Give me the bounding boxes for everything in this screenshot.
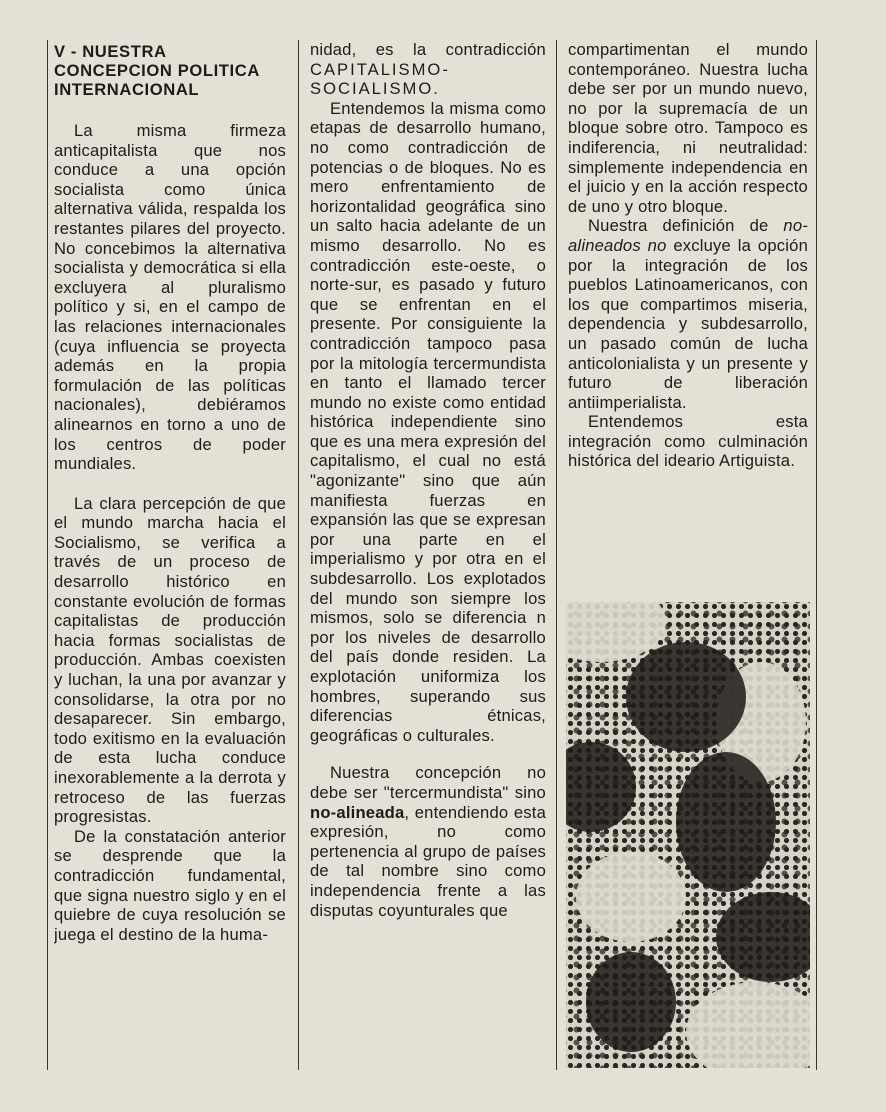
col3-paragraph-3: Entendemos esta integración como culminación histórica del ideario Artiguista. (568, 412, 808, 471)
col1-paragraph-3: De la constatación anterior se desprende que la contradicción fundamental, que signa nuestro siglo y en el quiebre de cuya resolución se juega el destino de la huma- (54, 826, 286, 944)
photo-shadow (716, 892, 810, 982)
col3-p2-italic: no-alineados no (568, 216, 808, 255)
col2-paragraph-3 (310, 763, 546, 920)
col1-paragraph-2: La clara percepción de que el mundo marcha hacia el Socialismo, se verifica a través de un proceso de desarrollo histórico en constante evolución de formas capitalistas de producción hacia formas socialistas de producción. Ambas coexisten y luchan, la una por avanzar y consolidarse, la otra por no desaparecer. Sin embargo, todo exitismo en la evaluación de esta lucha conduce inexorablemente a la derrota y retroceso de las fuerzas progresistas. (54, 493, 286, 827)
col3-p2-text-a: Nuestra definición de (588, 216, 784, 236)
col2-p3-text-a: Nuestra concepción no debe ser "tercermundista" sino (310, 763, 546, 802)
column-rule-right (816, 40, 817, 1070)
photo-shadow (586, 952, 676, 1052)
column-rule-1 (298, 40, 299, 1070)
section-heading: V - NUESTRA CONCEPCION POLITICA INTERNACIONAL (54, 42, 260, 99)
column-rule-2 (556, 40, 557, 1070)
col2-paragraph-2: Entendemos la misma como etapas de desarrollo humano, no como contradicción de potencias o de bloques. No es mero enfrentamiento de horizontalidad geográfica sino un salto hacia adelante de un mismo desarrollo. No es contradicción este-oeste, o norte-sur, es pasado y futuro que se enfrentan en el presente. Por consiguiente la contradicción tampoco pasa por la mitología tercermundista en tanto el llamado tercer mundo no existe como entidad histórica independiente sino que es una mera expresión del capitalismo, el cual no está "agonizante" sino que aún manifiesta fuerzas en expansión las que se expresan por una parte en el imperialismo y por otra en el subdesarrollo. Los explotados del mundo son siempre los mismos, solo se diferencia n por los niveles de desarrollo del país donde residen. La explotación uniformiza los hombres, superando sus diferencias étnicas, geográficas o culturales. (310, 98, 546, 745)
col2-p1-emphasis: CAPITALISMO-SOCIALISMO. (310, 59, 450, 99)
col2-p3-bold: no-alineada (310, 802, 405, 822)
col3-paragraph-1: compartimentan el mundo contemporáneo. Nuestra lucha debe ser por un mundo nuevo, no por la supremacía de un bloque sobre otro. Tampoco es indiferencia, ni neutralidad: simplemente independencia en el juicio y en la acción respecto de uno y otro bloque. (568, 40, 808, 216)
photo-shadow (626, 642, 746, 752)
halftone-photo (566, 602, 810, 1068)
photo-shadow (676, 752, 776, 892)
col1-paragraph-1: La misma firmeza anticapitalista que nos conduce a una opción socialista como única alternativa válida, respalda los restantes pilares del proyecto. No concebimos la alternativa socialista y democrática si ella excluyera al pluralismo político y si, en el campo de las relaciones internacionales (cuya influencia se proyecta además en la propia formulación de las políticas nacionales), debiéramos alinearnos en torno a uno de los centros de poder mundiales. (54, 121, 286, 474)
col2-p3-text-c: , entendiendo esta expresión, no como pertenencia al grupo de países de tal nombre sino como independencia frente a las disputas coyunturales que (310, 802, 546, 920)
col2-paragraph-1 (310, 40, 546, 99)
col3-p2-text-c: excluye la opción por la integración de los pueblos Latinoamericanos, con los que compartimos miseria, dependencia y subdesarrollo, un pasado común de lucha anticolonialista y un presente y futuro de liberación antiimperialista. (568, 235, 808, 412)
col3-paragraph-2 (568, 216, 808, 412)
col2-p1-text: nidad, es la contradicción (310, 40, 546, 59)
column-2 (310, 40, 546, 1070)
photo-highlight (576, 852, 686, 942)
photo-highlight (686, 982, 810, 1068)
column-rule-left (47, 40, 48, 1070)
column-1 (54, 40, 286, 1070)
photo-shadow (566, 742, 636, 832)
